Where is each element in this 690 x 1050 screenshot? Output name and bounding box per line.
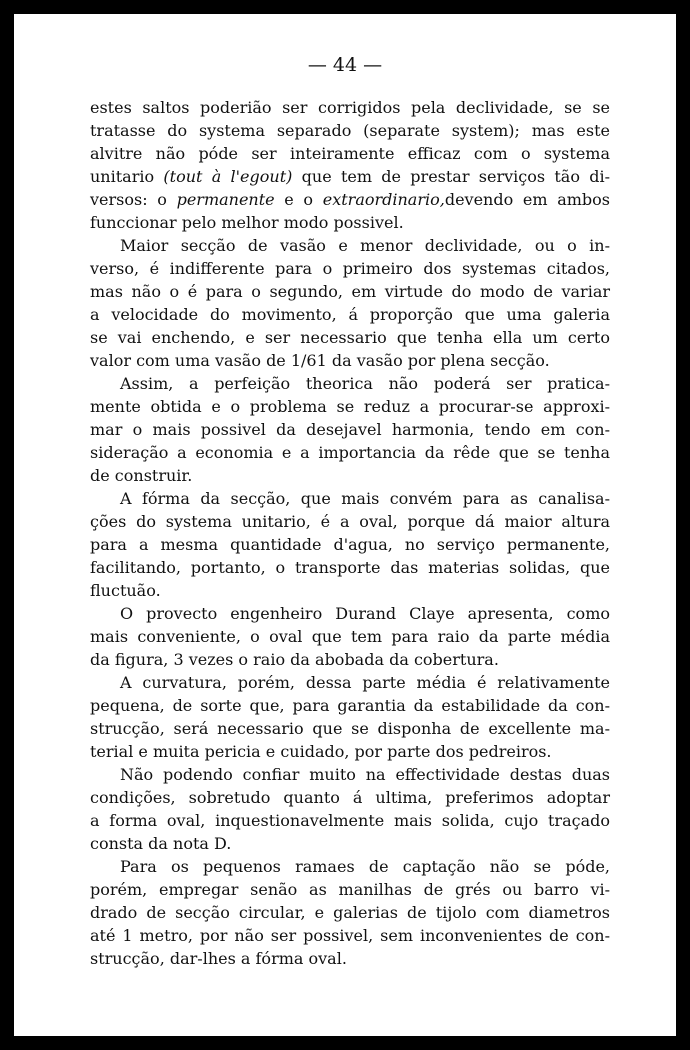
text-segment: verso, é indifferente para o primeiro dos systemas citados, (90, 259, 610, 278)
text-segment: tratasse do systema separado (separate system); mas este (90, 121, 610, 140)
text-segment: consta da nota D. (90, 834, 232, 853)
text-segment: Assim, a perfeição theorica não poderá ser pratica- (120, 374, 610, 393)
text-segment: a velocidade do movimento, á proporção que uma galeria (90, 305, 610, 324)
text-line (90, 188, 610, 211)
text-segment: unitario (90, 167, 164, 186)
document-page (14, 14, 676, 1036)
text-line (90, 740, 610, 763)
text-segment: até 1 metro, por não ser possivel, sem inconvenientes de con- (90, 926, 610, 945)
italic-text: (tout à l'egout) (163, 167, 293, 186)
text-line (90, 234, 610, 257)
text-line (90, 418, 610, 441)
text-line (90, 96, 610, 119)
text-line (90, 602, 610, 625)
text-segment: sideração a economia e a importancia da rêde que se tenha (90, 443, 610, 462)
text-line (90, 349, 610, 372)
text-segment: versos: o (90, 190, 177, 209)
italic-text: permanente (176, 190, 275, 209)
text-line (90, 211, 610, 234)
text-line (90, 257, 610, 280)
text-segment: drado de secção circular, e galerias de tijolo com diametros (90, 903, 610, 922)
text-line (90, 855, 610, 878)
paragraph (90, 234, 610, 372)
text-segment: se vai enchendo, e ser necessario que tenha ella um certo (90, 328, 610, 347)
paragraph (90, 96, 610, 234)
text-line (90, 671, 610, 694)
text-segment: Para os pequenos ramaes de captação não se póde, (120, 857, 610, 876)
text-segment: mente obtida e o problema se reduz a procurar-se approxi- (90, 397, 610, 416)
text-line (90, 372, 610, 395)
text-segment: A fórma da secção, que mais convém para as canalisa- (120, 489, 610, 508)
text-line (90, 165, 610, 188)
text-line (90, 878, 610, 901)
text-line (90, 579, 610, 602)
text-line (90, 142, 610, 165)
text-line (90, 901, 610, 924)
text-segment: strucção, será necessario que se disponha de excellente ma- (90, 719, 610, 738)
text-segment: A curvatura, porém, dessa parte média é relativamente (120, 673, 610, 692)
text-segment: terial e muita pericia e cuidado, por parte dos pedreiros. (90, 742, 552, 761)
text-line (90, 303, 610, 326)
text-segment: alvitre não póde ser inteiramente efficaz com o systema (90, 144, 610, 163)
text-line (90, 947, 610, 970)
text-line (90, 280, 610, 303)
body-text (90, 96, 610, 970)
text-segment: Maior secção de vasão e menor declividade, ou o in- (120, 236, 610, 255)
text-segment: facilitando, portanto, o transporte das materias solidas, que (90, 558, 610, 577)
text-line (90, 763, 610, 786)
text-line (90, 809, 610, 832)
text-segment: valor com uma vasão de 1/61 da vasão por plena secção. (90, 351, 550, 370)
text-segment: strucção, dar-lhes a fórma oval. (90, 949, 347, 968)
text-segment: devendo em ambos (444, 190, 611, 209)
text-segment: a forma oval, inquestionavelmente mais solida, cujo traçado (90, 811, 610, 830)
text-segment: ções do systema unitario, é a oval, porque dá maior altura (90, 512, 610, 531)
text-line (90, 326, 610, 349)
text-segment: da figura, 3 vezes o raio da abobada da cobertura. (90, 650, 499, 669)
text-segment: condições, sobretudo quanto á ultima, preferimos adoptar (90, 788, 610, 807)
text-segment: fluctuão. (90, 581, 161, 600)
text-segment: pequena, de sorte que, para garantia da estabilidade da con- (90, 696, 610, 715)
paragraph (90, 763, 610, 855)
text-line (90, 924, 610, 947)
text-line (90, 648, 610, 671)
text-line (90, 625, 610, 648)
text-segment: para a mesma quantidade d'agua, no serviço permanente, (90, 535, 610, 554)
text-line (90, 832, 610, 855)
text-segment: mas não o é para o segundo, em virtude do modo de variar (90, 282, 610, 301)
text-segment: que tem de prestar serviços tão di- (292, 167, 610, 186)
text-segment: e o (274, 190, 323, 209)
paragraph (90, 487, 610, 602)
text-line (90, 786, 610, 809)
paragraph (90, 855, 610, 970)
text-line (90, 487, 610, 510)
text-segment: Não podendo confiar muito na effectividade destas duas (120, 765, 610, 784)
text-line (90, 556, 610, 579)
text-line (90, 717, 610, 740)
page-number: — 44 — (307, 54, 383, 76)
paragraph (90, 671, 610, 763)
text-line (90, 441, 610, 464)
paragraph (90, 602, 610, 671)
paragraph (90, 372, 610, 487)
text-segment: O provecto engenheiro Durand Claye apresenta, como (120, 604, 610, 623)
italic-text: extraordinario, (322, 190, 445, 209)
text-line (90, 464, 610, 487)
text-segment: mar o mais possivel da desejavel harmonia, tendo em con- (90, 420, 610, 439)
text-segment: porém, empregar senão as manilhas de grés ou barro vi- (90, 880, 610, 899)
text-segment: funccionar pelo melhor modo possivel. (90, 213, 404, 232)
text-line (90, 395, 610, 418)
text-segment: mais conveniente, o oval que tem para raio da parte média (90, 627, 610, 646)
text-segment: de construir. (90, 466, 193, 485)
text-line (90, 510, 610, 533)
text-segment: estes saltos poderião ser corrigidos pela declividade, se se (90, 98, 610, 117)
text-line (90, 533, 610, 556)
text-line (90, 119, 610, 142)
text-line (90, 694, 610, 717)
